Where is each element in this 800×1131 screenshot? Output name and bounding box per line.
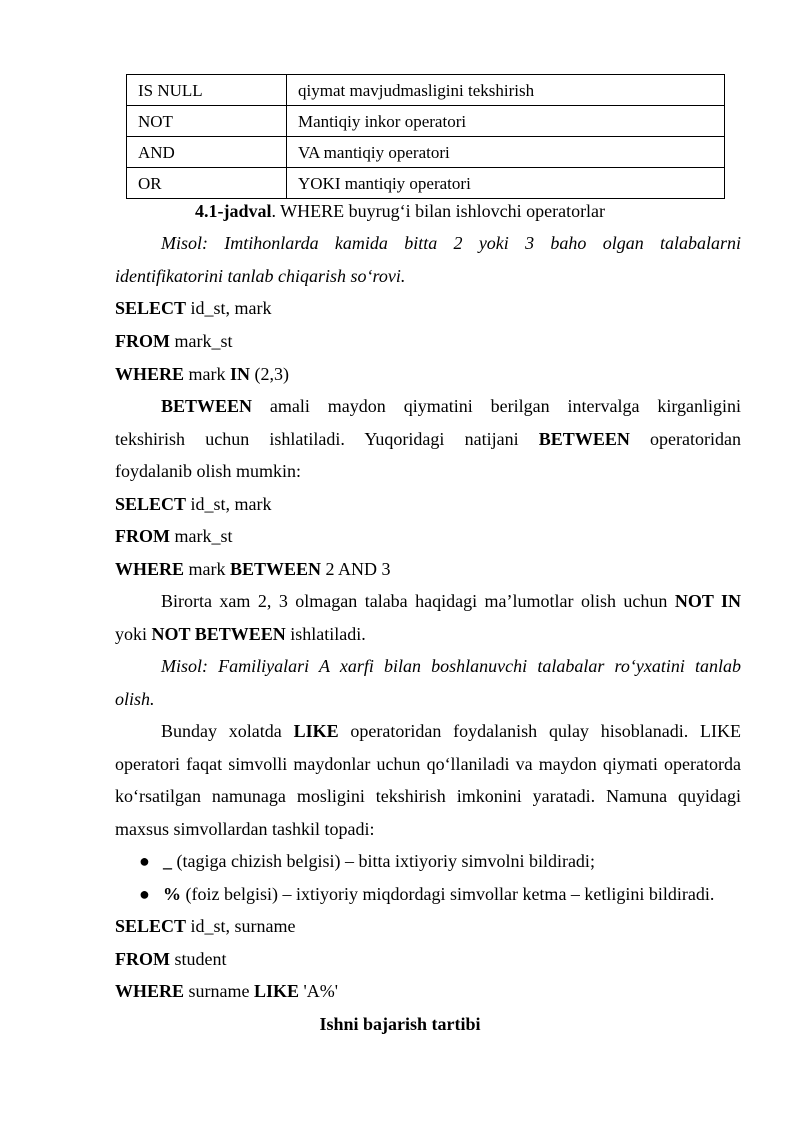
query-text: mark — [184, 364, 230, 384]
query-text: mark_st — [169, 331, 233, 351]
table-row — [127, 75, 725, 106]
table-row — [127, 137, 725, 168]
keyword-select: SELECT — [115, 916, 187, 936]
bullet-item-percent — [163, 884, 741, 904]
query-text: id_st, surname — [186, 916, 296, 936]
like-para-line3: ko‘rsatilgan namunaga mosligini tekshirish imkonini yaratadi. Namuna quyidagi — [115, 786, 741, 806]
keyword-not-in: NOT IN — [674, 591, 742, 611]
between-para-line3: foydalanib olish mumkin: — [115, 461, 301, 481]
para-text: yoki — [115, 624, 152, 644]
keyword-from: FROM — [115, 949, 170, 969]
description-cell: Mantiqiy inkor operatori — [287, 106, 725, 137]
keyword-like: LIKE — [254, 981, 300, 1001]
query-text: id_st, mark — [186, 494, 272, 514]
bullet-symbol: % — [163, 884, 181, 904]
bullet-dot-icon: ● — [139, 884, 150, 904]
para-text: operatoridan foydalanish qulay hisoblanadi. LIKE — [338, 721, 741, 741]
table-row — [127, 106, 725, 137]
para-text: amali maydon qiymatini berilgan intervalga kirganligini — [252, 396, 741, 416]
keyword-between: BETWEEN — [161, 396, 253, 416]
query-text: surname — [184, 981, 254, 1001]
keyword-select: SELECT — [115, 494, 187, 514]
between-para-line2 — [115, 429, 741, 449]
operator-cell: NOT — [127, 106, 287, 137]
para-text: Birorta xam 2, 3 olmagan talaba haqidagi ma’lumotlar olish uchun — [161, 591, 675, 611]
between-para-line1 — [161, 396, 741, 416]
keyword-where: WHERE — [115, 559, 185, 579]
keyword-where: WHERE — [115, 364, 185, 384]
query1-select — [115, 298, 741, 318]
operator-cell: IS NULL — [127, 75, 287, 106]
like-para-line2: operatori faqat simvolli maydonlar uchun qo‘llaniladi va maydon qiymati operatorda — [115, 754, 741, 774]
section-heading: Ishni bajarish tartibi — [319, 1014, 481, 1034]
bullet-text: (tagiga chizish belgisi) – bitta ixtiyoriy simvolni bildiradi; — [172, 851, 595, 871]
notin-para-line2 — [115, 624, 741, 644]
keyword-select: SELECT — [115, 298, 187, 318]
operator-cell: AND — [127, 137, 287, 168]
keyword-in: IN — [230, 364, 251, 384]
query-text: mark_st — [169, 526, 233, 546]
example1-line1: Misol: Imtihonlarda kamida bitta 2 yoki 3 baho olgan talabalarni — [161, 233, 741, 253]
bullet-text: (foiz belgisi) – ixtiyoriy miqdordagi simvollar ketma – ketligini bildiradi. — [181, 884, 715, 904]
description-cell: qiymat mavjudmasligini tekshirish — [287, 75, 725, 106]
query-text: id_st, mark — [186, 298, 272, 318]
para-text: tekshirish uchun ishlatiladi. Yuqoridagi natijani — [115, 429, 539, 449]
keyword-where: WHERE — [115, 981, 185, 1001]
bullet-symbol: _ — [163, 851, 172, 871]
keyword-from: FROM — [115, 526, 170, 546]
query-text: mark — [184, 559, 230, 579]
bullet-dot-icon: ● — [139, 851, 150, 871]
example2-line2: olish. — [115, 689, 155, 709]
query-text: 'A%' — [299, 981, 339, 1001]
description-cell: VA mantiqiy operatori — [287, 137, 725, 168]
query-text: (2,3) — [250, 364, 290, 384]
query1-where — [115, 364, 741, 384]
keyword-from: FROM — [115, 331, 170, 351]
operator-cell: OR — [127, 168, 287, 199]
bullet-item-underscore — [163, 851, 741, 871]
keyword-not-between: NOT BETWEEN — [151, 624, 286, 644]
query-text: student — [169, 949, 227, 969]
notin-para-line1 — [161, 591, 741, 611]
query2-select — [115, 494, 741, 514]
para-text: operatoridan — [629, 429, 741, 449]
table-caption — [0, 201, 800, 222]
para-text: ishlatiladi. — [285, 624, 366, 644]
description-cell: YOKI mantiqiy operatori — [287, 168, 725, 199]
query3-from — [115, 949, 741, 969]
caption-number: 4.1-jadval — [194, 201, 272, 221]
like-para-line4: maxsus simvollardan tashkil topadi: — [115, 819, 375, 839]
para-text: Bunday xolatda — [161, 721, 294, 741]
query2-where — [115, 559, 741, 579]
keyword-between: BETWEEN — [538, 429, 630, 449]
query-text: 2 AND 3 — [321, 559, 391, 579]
example1-line2: identifikatorini tanlab chiqarish so‘rovi. — [115, 266, 406, 286]
like-para-line1 — [161, 721, 741, 741]
query2-from — [115, 526, 741, 546]
keyword-between: BETWEEN — [230, 559, 322, 579]
query3-where — [115, 981, 741, 1001]
operators-table — [126, 74, 725, 199]
caption-text: . WHERE buyrug‘i bilan ishlovchi operatorlar — [271, 201, 606, 221]
query1-from — [115, 331, 741, 351]
query3-select — [115, 916, 741, 936]
keyword-like: LIKE — [293, 721, 339, 741]
table-row — [127, 168, 725, 199]
example2-line1: Misol: Familiyalari A xarfi bilan boshlanuvchi talabalar ro‘yxatini tanlab — [161, 656, 741, 676]
